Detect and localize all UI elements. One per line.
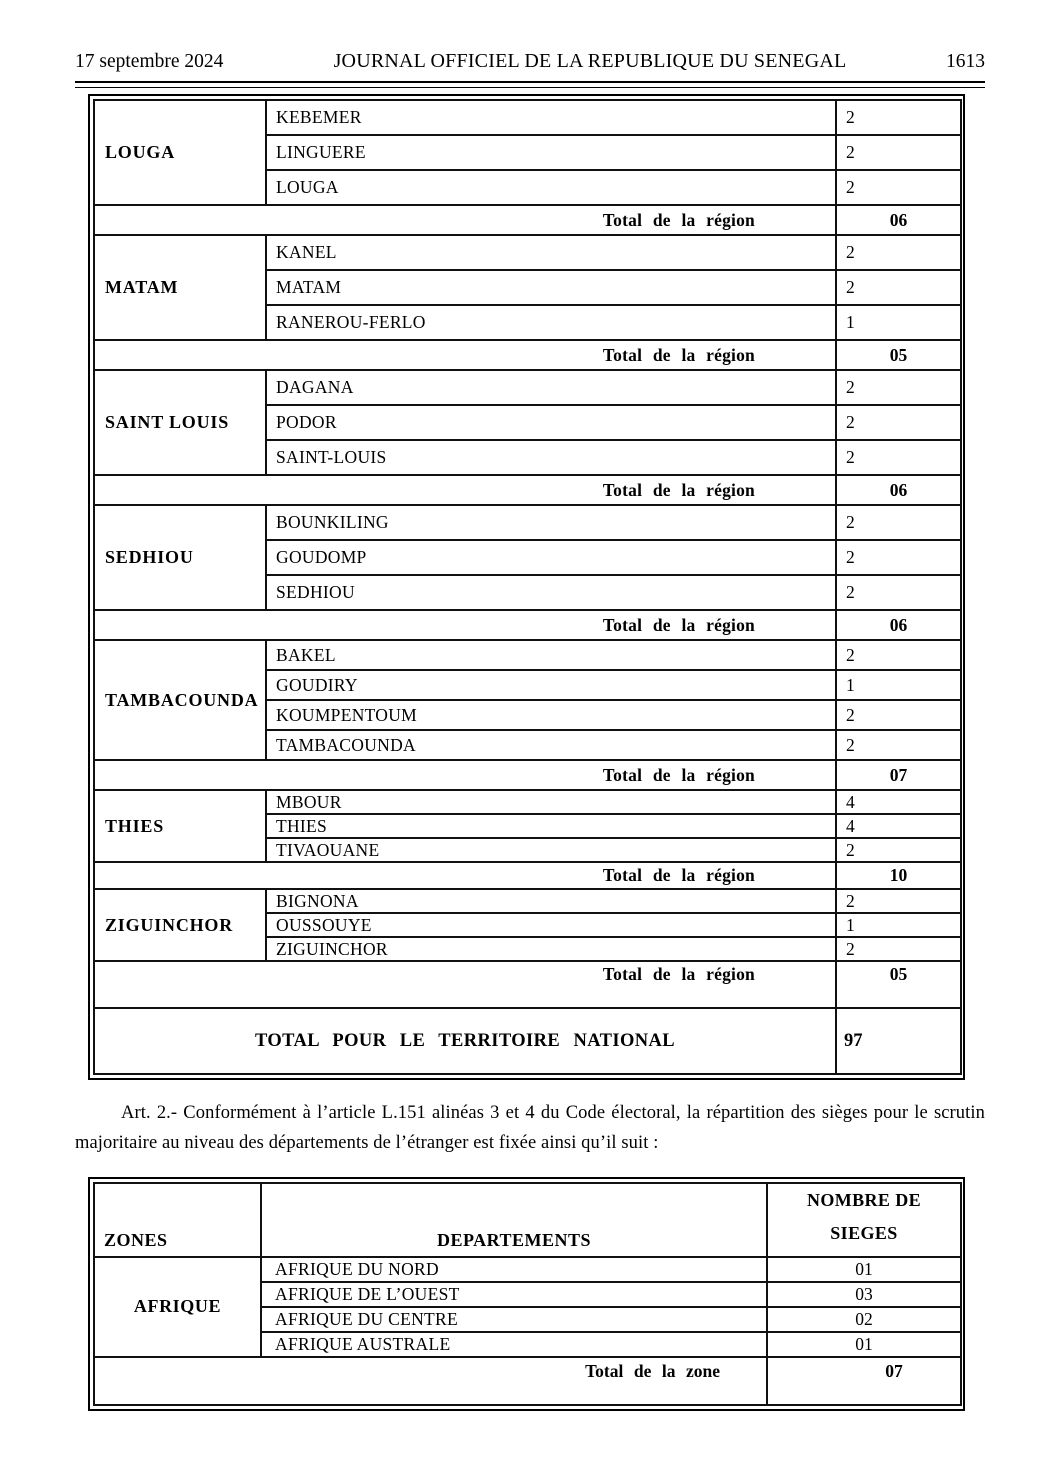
region-total-row [94, 475, 961, 505]
region-total-label: Total de la région [94, 610, 836, 640]
zone-department-name-cell: AFRIQUE DU NORD [261, 1257, 767, 1282]
region-cell: LOUGA [94, 100, 266, 205]
zones-seats-table [88, 1177, 965, 1411]
region-total-value: 05 [836, 340, 961, 370]
department-name-cell: OUSSOUYE [266, 913, 836, 937]
seats-count-cell: 2 [836, 405, 961, 440]
region-total-label: Total de la région [94, 205, 836, 235]
seats-count-cell: 2 [836, 270, 961, 305]
national-total-value: 97 [836, 1008, 961, 1074]
header-rule [75, 81, 985, 88]
department-name-cell: KANEL [266, 235, 836, 270]
seats-count-cell: 2 [836, 100, 961, 135]
national-total-row [94, 1008, 961, 1074]
departements-column-header: DEPARTEMENTS [261, 1183, 767, 1257]
page-header [75, 50, 985, 73]
department-name-cell: ZIGUINCHOR [266, 937, 836, 961]
header-date: 17 septembre 2024 [75, 51, 224, 72]
department-name-cell: BIGNONA [266, 889, 836, 913]
region-cell: TAMBACOUNDA [94, 640, 266, 760]
seats-count-cell: 2 [836, 505, 961, 540]
region-cell: MATAM [94, 235, 266, 340]
department-name-cell: TAMBACOUNDA [266, 730, 836, 760]
seats-count-cell: 4 [836, 814, 961, 838]
sieges-header-line2: SIEGES [830, 1223, 898, 1244]
zone-seats-count-cell: 03 [767, 1282, 961, 1307]
region-total-value: 07 [836, 760, 961, 790]
seats-count-cell: 1 [836, 305, 961, 340]
header-title: JOURNAL OFFICIEL DE LA REPUBLIQUE DU SENEGAL [333, 50, 847, 72]
seats-count-cell: 2 [836, 575, 961, 610]
region-cell: ZIGUINCHOR [94, 889, 266, 961]
zones-header-row [94, 1183, 961, 1257]
region-total-row [94, 610, 961, 640]
seats-count-cell: 2 [836, 889, 961, 913]
department-row [94, 235, 961, 270]
department-name-cell: TIVAOUANE [266, 838, 836, 862]
zone-department-name-cell: AFRIQUE DE L’OUEST [261, 1282, 767, 1307]
region-total-label: Total de la région [94, 340, 836, 370]
sieges-header-line1: NOMBRE DE [806, 1189, 922, 1210]
seats-count-cell: 1 [836, 670, 961, 700]
department-row [94, 370, 961, 405]
zone-seats-count-cell: 01 [767, 1257, 961, 1282]
region-total-label: Total de la région [94, 475, 836, 505]
region-total-value: 06 [836, 475, 961, 505]
department-row [94, 889, 961, 913]
department-name-cell: KEBEMER [266, 100, 836, 135]
seats-count-cell: 2 [836, 440, 961, 475]
seats-count-cell: 2 [836, 135, 961, 170]
zone-total-row [94, 1357, 961, 1405]
zones-column-header: ZONES [94, 1183, 261, 1257]
department-name-cell: BOUNKILING [266, 505, 836, 540]
region-total-row [94, 205, 961, 235]
department-name-cell: GOUDIRY [266, 670, 836, 700]
zone-total-value: 07 [767, 1357, 961, 1405]
region-total-row [94, 862, 961, 889]
region-total-value: 10 [836, 862, 961, 889]
seats-count-cell: 2 [836, 700, 961, 730]
zone-seats-count-cell: 02 [767, 1307, 961, 1332]
department-row [94, 640, 961, 670]
seats-count-cell: 2 [836, 235, 961, 270]
zone-department-row [94, 1257, 961, 1282]
department-name-cell: SAINT-LOUIS [266, 440, 836, 475]
zone-department-name-cell: AFRIQUE DU CENTRE [261, 1307, 767, 1332]
department-name-cell: MBOUR [266, 790, 836, 814]
national-total-label: TOTAL POUR LE TERRITOIRE NATIONAL [94, 1008, 836, 1074]
department-name-cell: THIES [266, 814, 836, 838]
zone-department-name-cell: AFRIQUE AUSTRALE [261, 1332, 767, 1357]
region-total-row [94, 961, 961, 1008]
region-total-label: Total de la région [94, 760, 836, 790]
zone-cell: AFRIQUE [94, 1257, 261, 1357]
department-name-cell: MATAM [266, 270, 836, 305]
department-name-cell: KOUMPENTOUM [266, 700, 836, 730]
seats-count-cell: 2 [836, 540, 961, 575]
department-name-cell: LOUGA [266, 170, 836, 205]
department-name-cell: LINGUERE [266, 135, 836, 170]
region-cell: SAINT LOUIS [94, 370, 266, 475]
department-name-cell: RANEROU-FERLO [266, 305, 836, 340]
zone-seats-count-cell: 01 [767, 1332, 961, 1357]
department-row [94, 505, 961, 540]
region-total-value: 05 [836, 961, 961, 1008]
seats-count-cell: 1 [836, 913, 961, 937]
seats-count-cell: 4 [836, 790, 961, 814]
region-total-label: Total de la région [94, 862, 836, 889]
department-row [94, 100, 961, 135]
seats-count-cell: 2 [836, 838, 961, 862]
article-2-text: Art. 2.- Conformément à l’article L.151 alinéas 3 et 4 du Code électoral, la répartition des sièges pour le scrutin majoritaire au niveau des départements de l’étranger est fixée ainsi qu’il suit : [75, 1103, 985, 1153]
zone-total-label: Total de la zone [94, 1357, 767, 1405]
region-total-value: 06 [836, 205, 961, 235]
seats-count-cell: 2 [836, 170, 961, 205]
regions-seats-table [88, 94, 965, 1080]
seats-count-cell: 2 [836, 730, 961, 760]
nombre-de-sieges-column-header [767, 1183, 961, 1257]
regions-table [93, 99, 962, 1075]
region-cell: SEDHIOU [94, 505, 266, 610]
seats-count-cell: 2 [836, 937, 961, 961]
region-total-value: 06 [836, 610, 961, 640]
department-name-cell: BAKEL [266, 640, 836, 670]
region-total-label: Total de la région [94, 961, 836, 1008]
department-name-cell: PODOR [266, 405, 836, 440]
region-total-row [94, 340, 961, 370]
region-total-row [94, 760, 961, 790]
department-name-cell: SEDHIOU [266, 575, 836, 610]
seats-count-cell: 2 [836, 640, 961, 670]
region-cell: THIES [94, 790, 266, 862]
department-row [94, 790, 961, 814]
zones-table [93, 1182, 962, 1406]
seats-count-cell: 2 [836, 370, 961, 405]
department-name-cell: DAGANA [266, 370, 836, 405]
header-page-number: 1613 [946, 51, 985, 72]
department-name-cell: GOUDOMP [266, 540, 836, 575]
